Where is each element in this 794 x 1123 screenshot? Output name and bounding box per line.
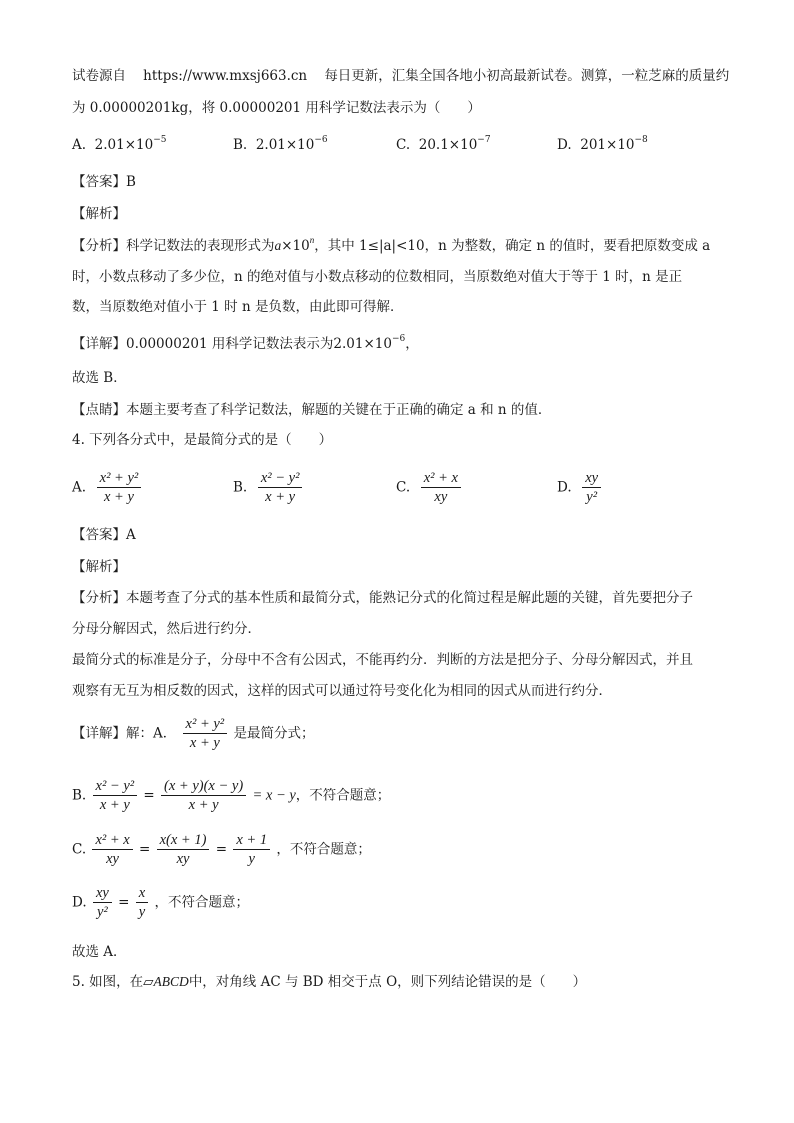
q3-comment: 【点睛】本题主要考查了科学记数法，解题的关键在于正确的确定 a 和 n 的值． <box>72 402 552 418</box>
q4-analysis-line2: 分母分解因式，然后进行约分． <box>72 621 261 637</box>
q3-analysis-line2: 时，小数点移动了多少位，n 的绝对值与小数点移动的位数相同，当原数绝对值大于等于 1 时，n 是正 <box>72 269 683 285</box>
q3-option-d[interactable]: D. $201\times 10^{-8}$ <box>557 135 648 153</box>
q3-detail: 【详解】0.00000201 用科学记数法表示为$2.01\times 10^{-6}$， <box>72 334 419 352</box>
q4-detail-b: B. $\frac{\text{x² − y²}}{x + y}$ = $\frac{(x + y)(x - y)}{x + y}$ = x − y，不符合题意； <box>72 778 391 813</box>
q4-stem: 4. 下列各分式中，是最简分式的是（ ） <box>72 432 333 448</box>
q3-choose: 故选 B． <box>72 370 127 386</box>
q3-option-c[interactable]: C. $20.1\times 10^{-7}$ <box>396 135 491 153</box>
q3-option-a[interactable]: A. $2.01\times 10^{-5}$ <box>72 135 167 153</box>
q4-option-c[interactable]: C. $\frac{\text{x² + x}}{xy}$ <box>396 470 463 505</box>
q4-option-b[interactable]: B. $\frac{\text{x² − y²}}{x + y}$ <box>233 470 304 505</box>
q4-analysis-line4: 观察有无互为相反数的因式，这样的因式可以通过符号变化化为相同的因式从而进行约分． <box>72 683 612 699</box>
q3-analysis-line3: 数，当原数绝对值小于 1 时 n 是负数，由此即可得解． <box>72 299 404 315</box>
q5-stem: 5. 如图，在▱ABCD中，对角线 AC 与 BD 相交于点 O，则下列结论错误的是（ ） <box>72 974 587 990</box>
q3-answer: 【答案】B <box>72 174 136 190</box>
q4-answer: 【答案】A <box>72 527 136 543</box>
q4-analysis-line1: 【分析】本题考查了分式的基本性质和最简分式，能熟记分式的化简过程是解此题的关键，首先要把分子 <box>72 590 693 606</box>
source-url[interactable]: https://www.mxsj663.cn <box>143 68 308 84</box>
q3-analysis-title: 【解析】 <box>72 206 126 222</box>
q4-option-a[interactable]: A. $\frac{\text{x² + y²}}{x + y}$ <box>72 470 143 505</box>
q4-detail-c: C. $\frac{\text{x² + x}}{xy}$ = $\frac{x(x + 1)}{xy}$ = $\frac{x + 1}{y}$ ，不符合题意； <box>72 832 371 867</box>
q4-detail-d: D. $\frac{xy}{\text{y²}}$ = $\frac{x}{y}$ ，不符合题意； <box>72 885 249 920</box>
q3-stem-line2: 为 0.00000201kg，将 0.00000201 用科学记数法表示为（ ） <box>72 100 481 116</box>
q3-option-b[interactable]: B. $2.01\times 10^{-6}$ <box>233 135 328 153</box>
q4-detail-a: 【详解】解：A． $\frac{\text{x² + y²}}{x + y}$ 是最简分式； <box>72 716 315 751</box>
source-tagline: 每日更新，汇集全国各地小初高最新试卷。 <box>324 68 581 84</box>
q3-intro: 测算，一粒芝麻的质量约 <box>580 68 730 84</box>
q4-choose: 故选 A． <box>72 944 127 960</box>
q3-analysis-line1: 【分析】科学记数法的表现形式为$a\times 10^n$，其中 1≤|a|<10，n 为整数，确定 n 的值时，要看把原数变成 a <box>72 235 711 254</box>
q4-analysis-line3: 最简分式的标准是分子，分母中不含有公因式，不能再约分．判断的方法是把分子、分母分解因式，并且 <box>72 652 693 668</box>
q4-analysis-title: 【解析】 <box>72 559 126 575</box>
source-label: 试卷源自 <box>72 68 126 84</box>
q4-option-d[interactable]: D. $\frac{xy}{\text{y²}}$ <box>557 470 603 505</box>
header-line <box>72 66 729 86</box>
